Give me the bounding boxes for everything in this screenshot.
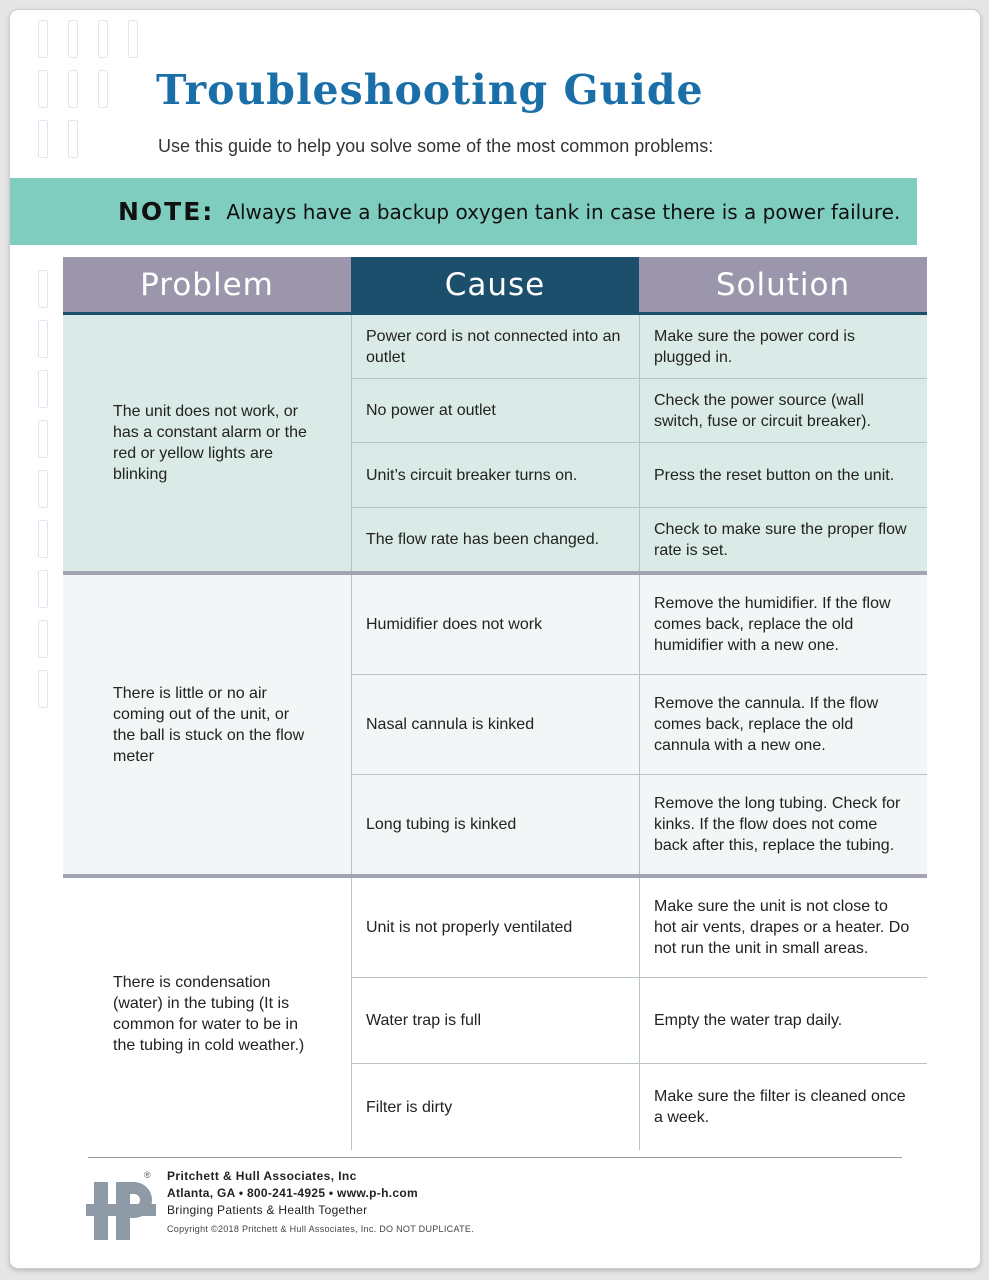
problem-group-power xyxy=(63,315,927,575)
cause-cell: Water trap is full xyxy=(351,978,639,1063)
table-row xyxy=(351,315,927,379)
cause-cell: Unit’s circuit breaker turns on. xyxy=(351,443,639,507)
table-row xyxy=(351,575,927,675)
footer-copyright: Copyright ©2018 Pritchett & Hull Associates, Inc. DO NOT DUPLICATE. xyxy=(167,1224,475,1234)
problem-group-airflow xyxy=(63,575,927,878)
table-row xyxy=(351,443,927,508)
company-logo-icon xyxy=(86,1174,156,1240)
table-row xyxy=(351,878,927,978)
problem-group-condensation xyxy=(63,878,927,1150)
document-page xyxy=(10,10,980,1268)
table-row xyxy=(351,675,927,775)
cause-cell: No power at outlet xyxy=(351,379,639,442)
troubleshooting-table xyxy=(63,257,927,1150)
note-banner xyxy=(10,178,917,245)
solution-cell: Check to make sure the proper flow rate is set. xyxy=(639,508,927,571)
cause-cell: Power cord is not connected into an outlet xyxy=(351,315,639,378)
header-problem: Problem xyxy=(63,257,351,312)
cause-cell: Long tubing is kinked xyxy=(351,775,639,874)
solution-cell: Remove the cannula. If the flow comes back, replace the old cannula with a new one. xyxy=(639,675,927,774)
problem-cell: There is condensation (water) in the tubing (It is common for water to be in the tubing in cold weather.) xyxy=(113,974,305,1054)
problem-cell: There is little or no air coming out of the unit, or the ball is stuck on the flow meter xyxy=(113,684,305,765)
table-header xyxy=(63,257,927,315)
table-row xyxy=(351,379,927,443)
footer-divider xyxy=(88,1157,902,1158)
footer-info xyxy=(167,1169,474,1234)
note-label: NOTE: xyxy=(118,197,215,226)
table-row xyxy=(351,775,927,874)
intro-text: Use this guide to help you solve some of the most common problems: xyxy=(158,136,714,156)
solution-cell: Make sure the filter is cleaned once a week. xyxy=(639,1064,927,1150)
solution-cell: Remove the humidifier. If the flow comes back, replace the old humidifier with a new one. xyxy=(639,575,927,674)
footer-tagline: Bringing Patients & Health Together xyxy=(167,1203,368,1217)
table-row xyxy=(351,978,927,1064)
solution-cell: Check the power source (wall switch, fuse or circuit breaker). xyxy=(639,379,927,442)
solution-cell: Make sure the power cord is plugged in. xyxy=(639,315,927,378)
note-text: Always have a backup oxygen tank in case there is a power failure. xyxy=(226,199,901,224)
table-row xyxy=(351,1064,927,1150)
footer-contact: Atlanta, GA • 800-241-4925 • www.p-h.com xyxy=(167,1186,418,1200)
solution-cell: Remove the long tubing. Check for kinks. If the flow does not come back after this, replace the tubing. xyxy=(639,775,927,874)
page-title: Troubleshooting Guide xyxy=(156,66,704,114)
solution-cell: Make sure the unit is not close to hot air vents, drapes or a heater. Do not run the unit in small areas. xyxy=(639,878,927,977)
footer-company: Pritchett & Hull Associates, Inc xyxy=(167,1169,357,1183)
solution-cell: Empty the water trap daily. xyxy=(639,978,927,1063)
table-row xyxy=(351,508,927,571)
problem-cell: The unit does not work, or has a constant alarm or the red or yellow lights are blinking xyxy=(113,403,307,483)
registered-mark: ® xyxy=(144,1170,151,1180)
cause-cell: Unit is not properly ventilated xyxy=(351,878,639,977)
header-solution: Solution xyxy=(639,257,927,312)
header-cause: Cause xyxy=(351,257,639,312)
cause-cell: Filter is dirty xyxy=(351,1064,639,1150)
cause-cell: Humidifier does not work xyxy=(351,575,639,674)
cause-cell: Nasal cannula is kinked xyxy=(351,675,639,774)
solution-cell: Press the reset button on the unit. xyxy=(639,443,927,507)
cause-cell: The flow rate has been changed. xyxy=(351,508,639,571)
